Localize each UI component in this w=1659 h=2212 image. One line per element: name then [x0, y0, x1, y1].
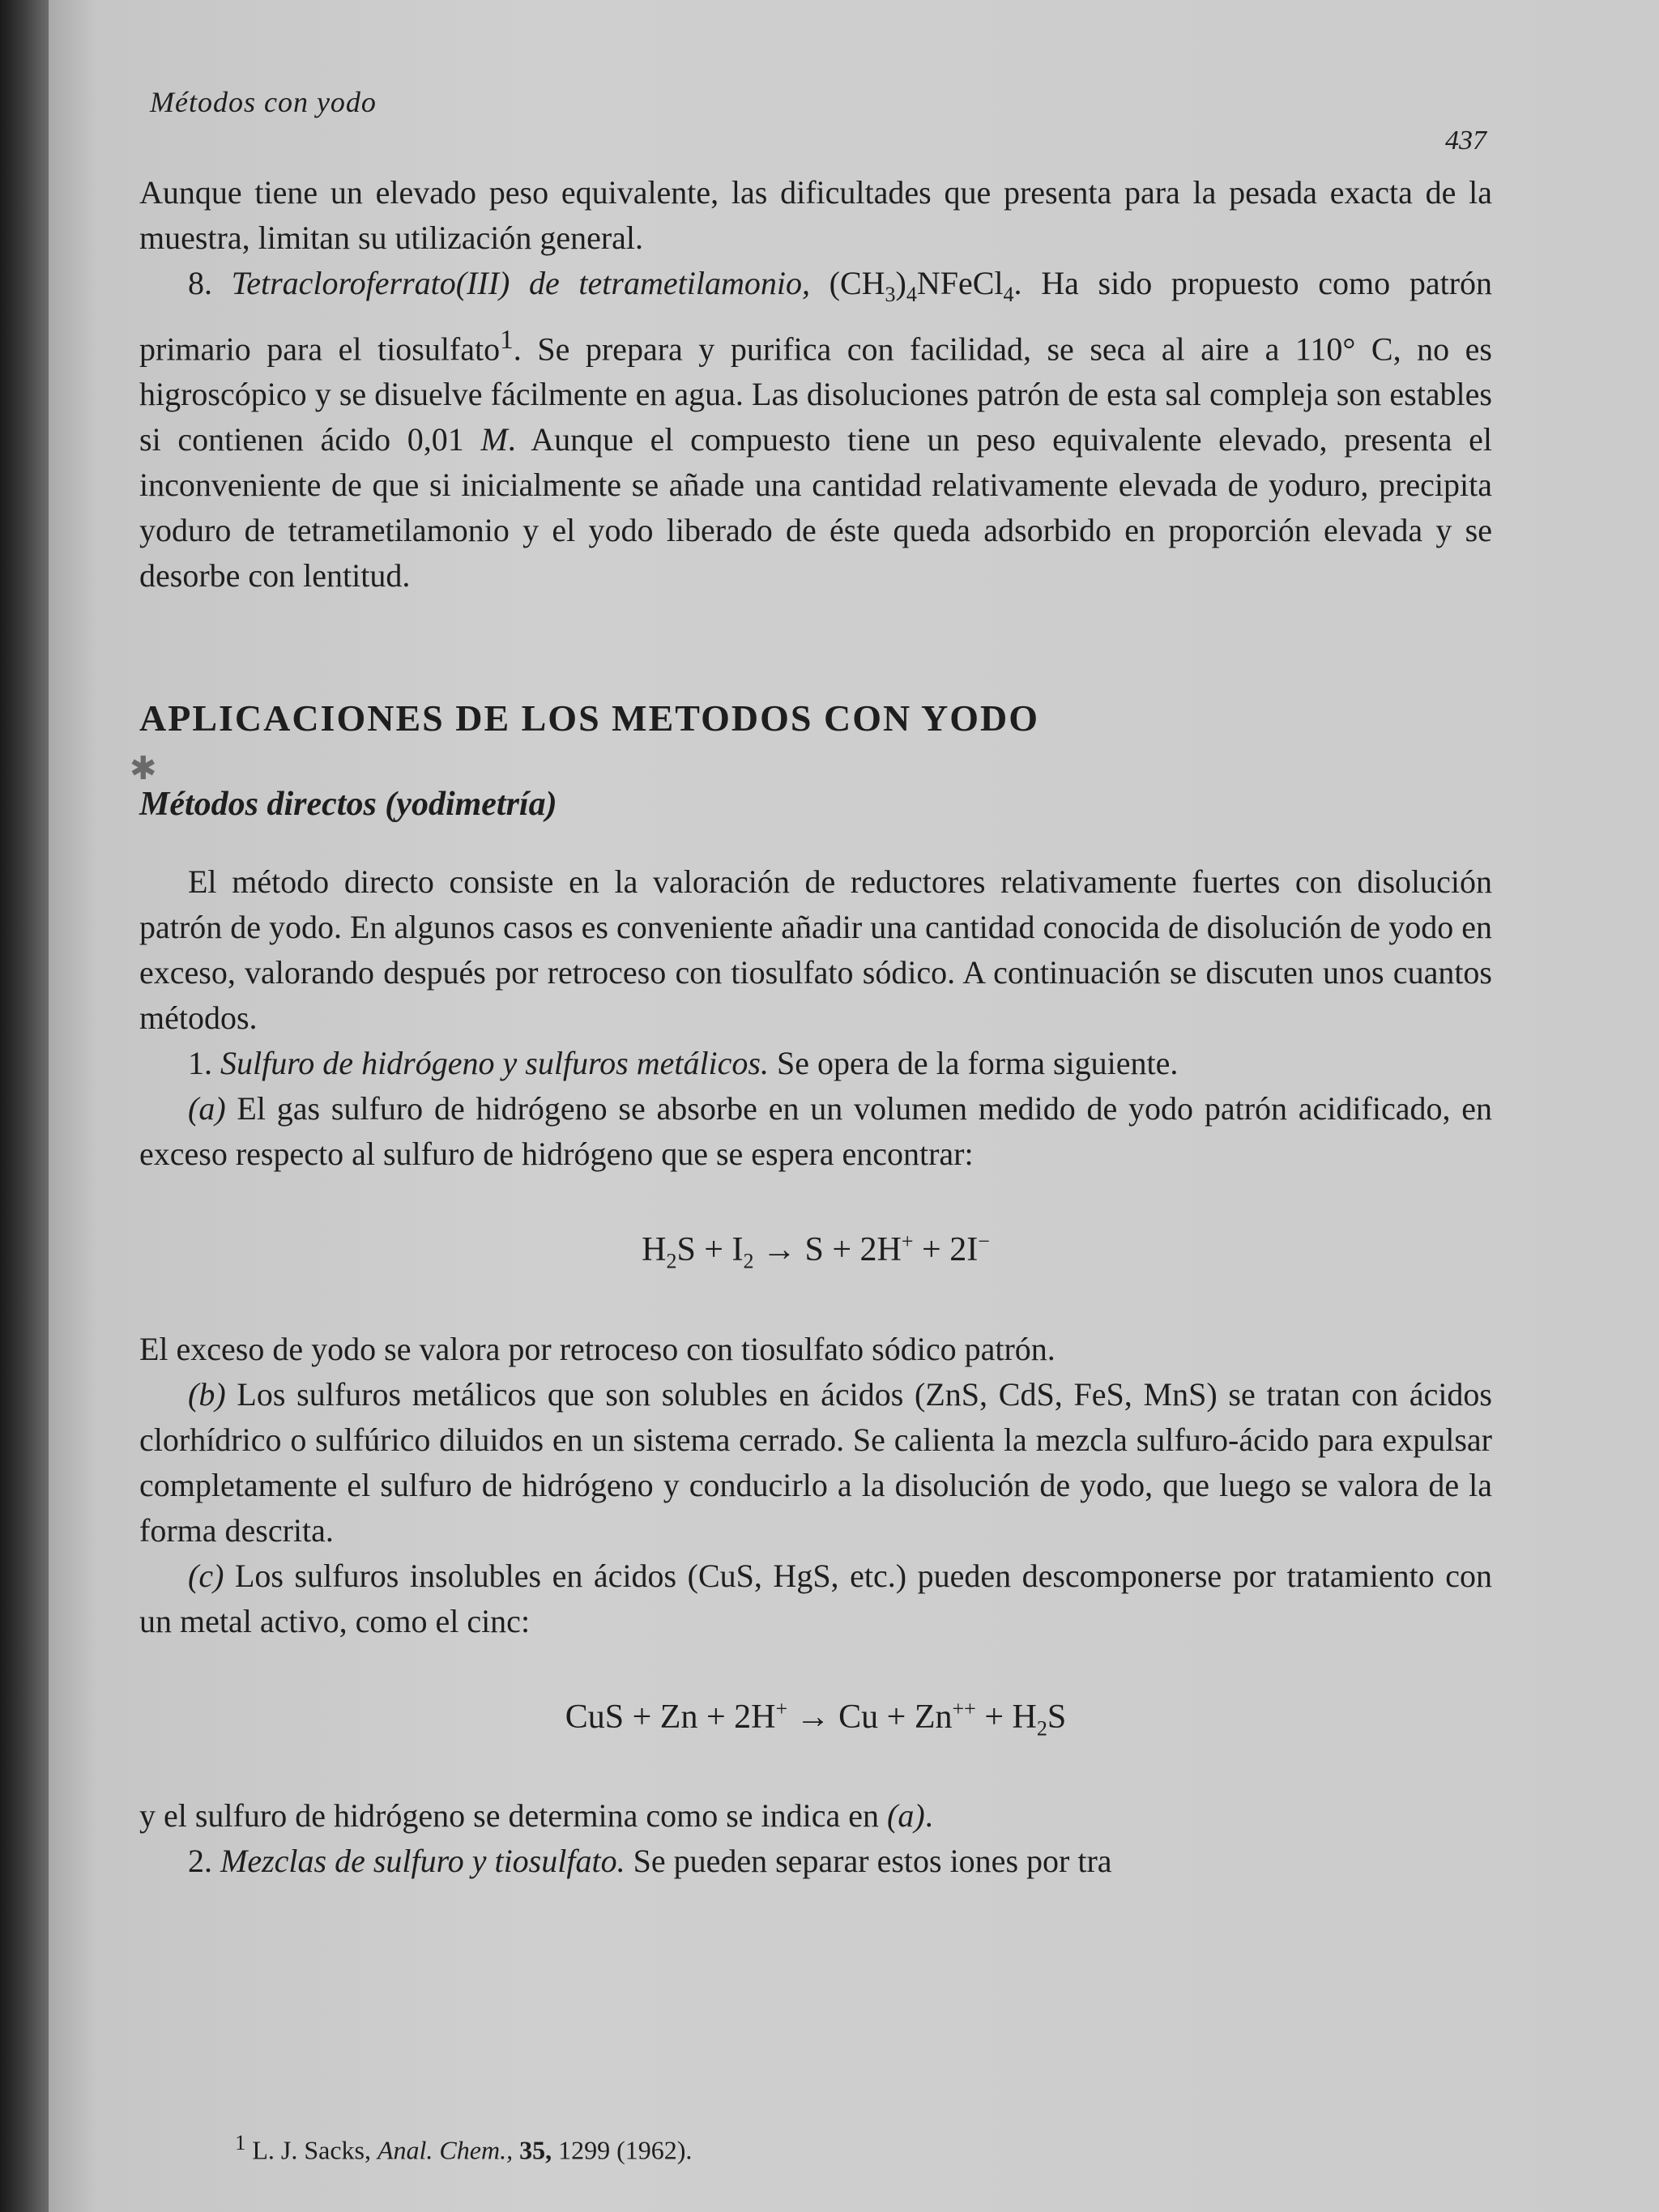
item-title: Mezclas de sulfuro y tiosulfato. — [220, 1843, 625, 1880]
paragraph-intro: Aunque tiene un elevado peso equivalente, las dificultades que presenta para la pesada exacta de la muestra, limitan su utilización general. — [139, 174, 1492, 256]
item-title: Tetracloroferrato(III) de tetrametilamonio, — [231, 265, 810, 301]
item-label: (a) — [188, 1090, 226, 1127]
equation-h2s-iodine: $H_2S + I_2 \to S + 2H^+ + 2I^-$ — [642, 1230, 990, 1273]
item-title: Sulfuro de hidrógeno y sulfuros metálicos. — [220, 1045, 769, 1082]
paragraph-direct-method: El método directo consiste en la valoración de reductores relativamente fuertes con disolución patrón de yodo. En algunos casos es conveniente añadir una cantidad conocida de disolución de yodo en exceso, valorando después por retroceso con tiosulfato sódico. A continuación se discuten unos cuantos métodos. — [139, 863, 1492, 1037]
footnote-marker: 1 — [235, 2130, 246, 2154]
book-spine — [0, 0, 49, 2212]
footnote: $^1$ L. J. Sacks, Anal. Chem., 35, 1299 (1962). — [235, 2130, 693, 2165]
item-label: (b) — [188, 1375, 226, 1413]
paragraph-excess-iodine: El exceso de yodo se valora por retroceso con tiosulfato sódico patrón. — [139, 1330, 1056, 1367]
item-number: 8. — [188, 265, 212, 301]
paragraph-determination: y el sulfuro de hidrógeno se determina como se indica en (a). — [139, 1797, 933, 1835]
item-1b: (b) Los sulfuros metálicos que son solubles en ácidos (ZnS, CdS, FeS, MnS) se tratan con ácidos clorhídrico o sulfúrico diluidos en un sistema cerrado. Se calienta la mezcla sulfuro-ácido para expulsar completamente el sulfuro de hidrógeno y conducirlo a la disolución de yodo, que luego se valora de la forma descrita. — [139, 1375, 1492, 1549]
page-body — [139, 170, 1492, 1884]
molar-symbol: M — [480, 421, 508, 458]
section-title: APLICACIONES DE LOS METODOS CON YODO — [139, 697, 1039, 739]
footnote-reference: 1 — [500, 325, 514, 355]
item-label: (c) — [188, 1557, 224, 1594]
chemical-formula: $(CH_3)_4NFeCl_4$. — [829, 265, 1022, 306]
item-2: 2. Mezclas de sulfuro y tiosulfato. Se pueden separar estos iones por tra — [188, 1843, 1112, 1880]
section-ornament-icon: ✱ — [130, 750, 157, 786]
page-number: 437 — [1445, 126, 1486, 156]
equation-cus-zinc: CuS + $Zn + 2H^+ \to Cu + Zn^{++} + H_2S$ — [565, 1696, 1067, 1741]
page-header — [150, 85, 1486, 156]
item-text: Ha sido propuesto como patrón primario para el tiosulfato — [139, 265, 1493, 368]
running-title: Métodos con yodo — [150, 86, 377, 118]
item-8: 8. Tetracloroferrato(III) de tetrametilamonio, $(CH_3)_4NFeCl_4$. Ha sido propuesto como patrón primario para el tiosulfato$^1$. Se prepara y purifica con facilidad, se seca al aire a 110° C, no es higroscópico y se disuelve fácilmente en agua. Las disoluciones patrón de esta sal compleja son estables si contienen ácido 0,01 M. Aunque el compuesto tiene un peso equivalente elevado, presenta el inconveniente de que si inicialmente se añade una cantidad relativamente elevada de yoduro, precipita yoduro de tetrametilamonio y el yodo liberado de éste queda adsorbido en proporción elevada y se desorbe con lentitud. — [139, 265, 1493, 595]
subsection-title: Métodos directos (yodimetría) — [139, 786, 557, 824]
item-1a: (a) El gas sulfuro de hidrógeno se absorbe en un volumen medido de yodo patrón acidificado, en exceso respecto al sulfuro de hidrógeno que se espera encontrar: — [139, 1090, 1492, 1173]
item-1c: (c) Los sulfuros insolubles en ácidos (CuS, HgS, etc.) pueden descomponerse por tratamiento con un metal activo, como el cinc: — [139, 1557, 1492, 1639]
item-1: 1. Sulfuro de hidrógeno y sulfuros metálicos. Se opera de la forma siguiente. — [188, 1045, 1179, 1082]
book-page — [49, 0, 1659, 2212]
